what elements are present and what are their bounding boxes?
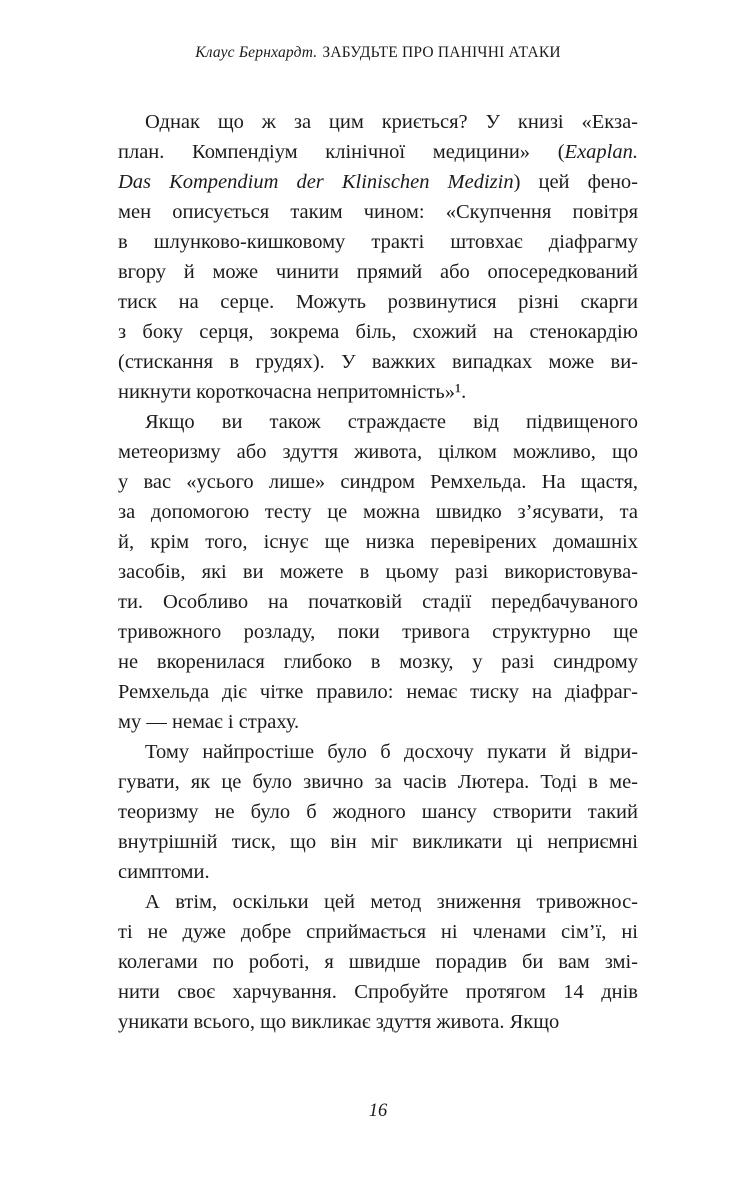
text-line <box>118 197 638 227</box>
text-segment: Якщо ви також страждаєте від підвищеного <box>145 411 638 433</box>
italic-text: Exaplan. <box>564 141 638 163</box>
text-line <box>118 227 638 257</box>
text-line <box>118 977 638 1007</box>
text-segment: у вас «усього лише» синдром Ремхельда. На щастя, <box>118 471 638 493</box>
text-segment: внутрішній тиск, що він міг викликати ці неприємні <box>118 831 638 853</box>
text-line <box>118 257 638 287</box>
text-line <box>118 407 638 437</box>
paragraph <box>118 407 638 737</box>
text-segment: вгору й може чинити прямий або опосередкований <box>118 261 638 283</box>
text-segment: в шлунково-кишковому тракті штовхає діафрагму <box>118 231 638 253</box>
text-line <box>118 767 638 797</box>
text-segment: теоризму не було б жодного шансу створити такий <box>118 801 638 823</box>
italic-text: Das Kompendium der Klinischen Medizin <box>118 171 514 193</box>
text-segment: му — немає і страху. <box>118 711 300 733</box>
text-line <box>118 617 638 647</box>
text-segment: Ремхельда діє чітке правило: немає тиску на діафраг- <box>118 681 638 703</box>
text-line <box>118 587 638 617</box>
text-segment: колегами по роботі, я швидше порадив би вам змі- <box>118 951 638 973</box>
text-segment: тиск на серце. Можуть розвинутися різні скарги <box>118 291 638 313</box>
paragraph <box>118 887 638 1037</box>
text-line <box>118 317 638 347</box>
text-line <box>118 677 638 707</box>
text-segment: з боку серця, зокрема біль, схожий на стенокардію <box>118 321 638 343</box>
text-line <box>118 167 638 197</box>
text-segment: симптоми. <box>118 861 210 883</box>
text-line <box>118 707 638 737</box>
text-block <box>118 107 638 1037</box>
text-line <box>118 107 638 137</box>
text-line <box>118 797 638 827</box>
text-line <box>118 887 638 917</box>
text-segment: ти. Особливо на початковій стадії передбачуваного <box>118 591 638 613</box>
text-segment: тривожного розладу, поки тривога структурно ще <box>118 621 638 643</box>
text-segment: гувати, як це було звично за часів Лютера. Тоді в ме- <box>118 771 638 793</box>
text-line <box>118 137 638 167</box>
text-segment: нити своє харчування. Спробуйте протягом 14 днів <box>118 981 638 1003</box>
text-line <box>118 497 638 527</box>
running-header <box>0 44 756 62</box>
text-segment: й, крім того, існує ще низка перевірених домашніх <box>118 531 638 553</box>
text-segment: метеоризму або здуття живота, цілком можливо, що <box>118 441 638 463</box>
text-segment: не вкоренилася глибоко в мозку, у разі синдрому <box>118 651 638 673</box>
text-line <box>118 827 638 857</box>
text-line <box>118 287 638 317</box>
text-segment: А втім, оскільки цей метод зниження тривожнос- <box>145 891 638 913</box>
text-segment: ті не дуже добре сприймається ні членами сім’ї, ні <box>118 921 638 943</box>
text-line <box>118 1007 638 1037</box>
text-segment: никнути короткочасна непритомність»¹. <box>118 381 467 403</box>
text-line <box>118 527 638 557</box>
text-line <box>118 437 638 467</box>
text-line <box>118 737 638 767</box>
page-number: 16 <box>368 1101 388 1121</box>
text-line <box>118 347 638 377</box>
text-line <box>118 557 638 587</box>
text-line <box>118 917 638 947</box>
text-line <box>118 857 638 887</box>
text-segment: Тому найпростіше було б досхочу пукати й відри- <box>145 741 638 763</box>
text-segment: Однак що ж за цим криється? У книзі «Екза- <box>145 111 638 133</box>
text-segment: мен описується таким чином: «Скупчення повітря <box>118 201 638 223</box>
text-line <box>118 377 638 407</box>
text-segment: уникати всього, що викликає здуття живота. Якщо <box>118 1011 560 1033</box>
header-book-title: ЗАБУДЬТЕ ПРО ПАНІЧНІ АТАКИ <box>322 44 561 61</box>
header-author: Клаус Бернхардт. <box>195 44 318 61</box>
text-segment: план. Компендіум клінічної медицини» ( <box>118 141 565 163</box>
text-line <box>118 947 638 977</box>
paragraph <box>118 737 638 887</box>
text-segment: ) цей фено- <box>513 171 638 193</box>
text-line <box>118 467 638 497</box>
text-segment: (стискання в грудях). У важких випадках може ви- <box>118 351 638 373</box>
page-footer <box>0 1101 756 1122</box>
paragraph <box>118 107 638 407</box>
text-segment: засобів, які ви можете в цьому разі використовува- <box>118 561 638 583</box>
text-line <box>118 647 638 677</box>
text-segment: за допомогою тесту це можна швидко з’ясувати, та <box>118 501 638 523</box>
